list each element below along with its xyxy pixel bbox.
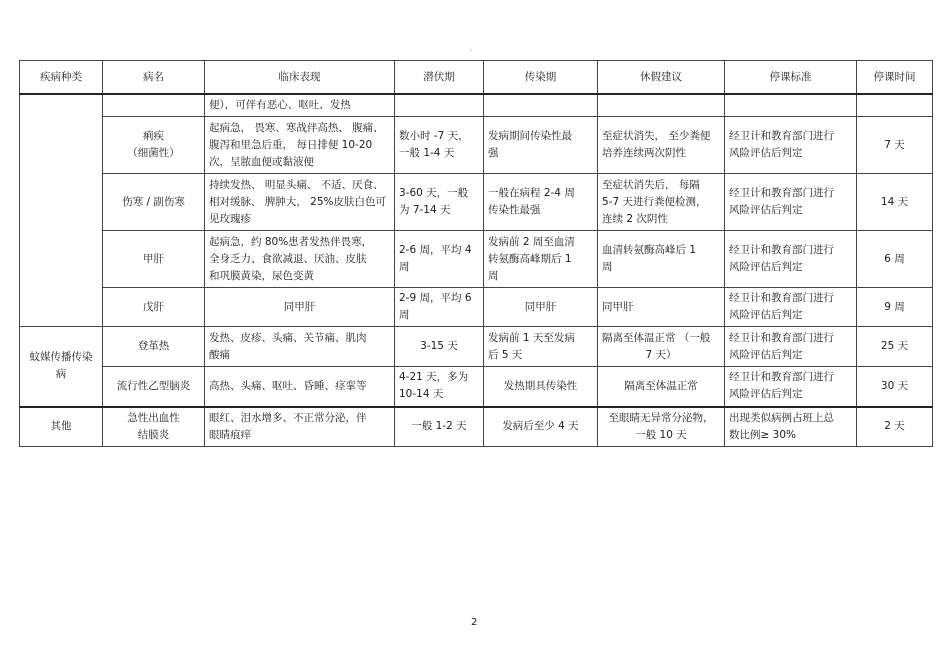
leave-cell <box>598 407 725 447</box>
table-row <box>20 367 933 407</box>
leave-cell <box>598 94 725 117</box>
standard-cell <box>725 327 857 367</box>
incubation-line: 3-60 天，一般 <box>399 187 469 199</box>
symptoms-line: 见玫瑰疹 <box>209 212 251 225</box>
leave-line: 7 天） <box>645 348 677 361</box>
contagious-cell <box>484 94 598 117</box>
name-cell <box>103 231 205 288</box>
standard-cell <box>725 288 857 327</box>
symptoms-cell <box>205 327 395 367</box>
table-row <box>20 94 933 117</box>
symptoms-cell <box>205 94 395 117</box>
standard-cell <box>725 407 857 447</box>
header-leave: 休假建议 <box>598 61 725 95</box>
leave-cell <box>598 174 725 231</box>
time-cell <box>857 94 933 117</box>
contagious-line: 一般在病程 2-4 周 <box>488 187 575 199</box>
standard-line: 经卫计和教育部门进行 <box>729 371 834 384</box>
contagious-cell <box>484 117 598 174</box>
leave-line: 周 <box>602 261 613 273</box>
standard-line: 风险评估后判定 <box>729 147 803 159</box>
leave-line: 至症状消失后， 每隔 <box>602 178 700 191</box>
symptoms-cell <box>205 174 395 231</box>
standard-line: 出现类似病例占班上总 <box>729 411 834 424</box>
symptoms-line: 腹泻和里急后重， 每日排便 10-20 <box>209 138 373 151</box>
symptoms-line: 眼红、泪水增多、不正常分泌，伴 <box>209 411 367 424</box>
table-row <box>20 327 933 367</box>
symptoms-line: 眼睛痕痒 <box>209 428 251 441</box>
name-line: 痢疾 <box>143 130 164 142</box>
contagious-line: 转氨酶高峰期后 1 <box>488 252 572 265</box>
leave-line: 连续 2 次阴性 <box>602 212 668 225</box>
name-line: 流行性乙型脑炎 <box>116 379 191 392</box>
table-row <box>20 117 933 174</box>
name-line: 戊肝 <box>143 300 164 313</box>
leave-line: 至症状消失， 至少粪便 <box>602 130 711 142</box>
time-cell: 2 天 <box>857 407 933 447</box>
header-category: 疾病种类 <box>20 61 103 95</box>
category-line: 蚊媒传播传染 <box>29 351 93 364</box>
symptoms-line: 全身乏力、食欲减退、厌油、皮肤 <box>209 252 367 265</box>
contagious-line: 发病前 2 周至血清 <box>488 235 575 248</box>
header-contagious: 传染期 <box>484 61 598 95</box>
contagious-line: 强 <box>488 147 499 159</box>
contagious-line: 发病前 1 天至发病 <box>488 331 575 344</box>
standard-cell <box>725 367 857 407</box>
symptoms-cell <box>205 231 395 288</box>
standard-line: 经卫计和教育部门进行 <box>729 244 834 256</box>
name-cell <box>103 327 205 367</box>
contagious-line: 发病期间传染性最 <box>488 130 572 142</box>
standard-line: 经卫计和教育部门进行 <box>729 331 834 344</box>
symptoms-cell <box>205 288 395 327</box>
standard-cell <box>725 231 857 288</box>
contagious-line: 发病后至少 4 天 <box>502 420 579 433</box>
contagious-cell <box>484 174 598 231</box>
contagious-cell <box>484 367 598 407</box>
standard-line: 数比例≥ 30% <box>729 428 796 441</box>
category-cell-other: 其他 <box>20 407 103 447</box>
incubation-line: 2-6 周，平均 4 <box>399 244 472 256</box>
contagious-cell <box>484 231 598 288</box>
incubation-line: 数小时 -7 天， <box>399 130 469 142</box>
symptoms-cell <box>205 367 395 407</box>
standard-line: 风险评估后判定 <box>729 261 803 273</box>
standard-line: 风险评估后判定 <box>729 204 803 216</box>
time-cell: 30 天 <box>857 367 933 407</box>
incubation-cell <box>395 231 484 288</box>
standard-line: 风险评估后判定 <box>729 309 803 321</box>
name-line: 登革热 <box>137 340 170 352</box>
name-cell <box>103 288 205 327</box>
header-symptoms: 临床表现 <box>205 61 395 95</box>
category-cell-blank <box>20 94 103 327</box>
symptoms-line: 次，呈脓血便或黏液便 <box>209 155 314 168</box>
incubation-cell <box>395 288 484 327</box>
symptoms-line: 同甲肝 <box>283 300 316 313</box>
name-line: （细菌性） <box>127 147 180 159</box>
page-number: 2 <box>471 617 478 628</box>
name-line: 甲肝 <box>143 252 164 265</box>
incubation-cell <box>395 94 484 117</box>
contagious-line: 发热期具传染性 <box>503 379 578 392</box>
disease-table <box>19 60 933 447</box>
leave-line: 血清转氨酶高峰后 1 <box>602 244 697 256</box>
incubation-line: 3-15 天 <box>420 340 458 352</box>
incubation-line: 10-14 天 <box>399 388 444 401</box>
contagious-cell <box>484 288 598 327</box>
name-cell <box>103 367 205 407</box>
leave-line: 同甲肝 <box>602 300 634 313</box>
name-cell <box>103 174 205 231</box>
name-line: 结膜炎 <box>137 428 170 441</box>
header-name: 病名 <box>103 61 205 95</box>
contagious-line: 周 <box>488 269 499 282</box>
symptoms-line: 和巩膜黄染，尿色变黄 <box>209 269 314 282</box>
symptoms-line: 起病急， 畏寒、寒战伴高热、 腹痛、 <box>209 121 384 134</box>
standard-cell <box>725 174 857 231</box>
incubation-line: 4-21 天，多为 <box>399 371 469 384</box>
standard-line: 风险评估后判定 <box>729 348 803 361</box>
symptoms-cell <box>205 407 395 447</box>
symptoms-line: 酸痛 <box>209 348 230 361</box>
time-cell: 6 周 <box>857 231 933 288</box>
leave-line: 培养连续两次阴性 <box>602 147 686 159</box>
standard-cell <box>725 117 857 174</box>
category-cell-mosquito <box>20 327 103 407</box>
symptoms-line: 发热、皮疹、头痛、关节痛、肌肉 <box>209 331 367 344</box>
name-cell <box>103 117 205 174</box>
standard-line: 经卫计和教育部门进行 <box>729 292 834 304</box>
time-cell: 7 天 <box>857 117 933 174</box>
incubation-cell <box>395 117 484 174</box>
header-stop-time: 停课时间 <box>857 61 933 95</box>
time-cell: 25 天 <box>857 327 933 367</box>
leave-cell <box>598 288 725 327</box>
incubation-cell <box>395 367 484 407</box>
name-line: 急性出血性 <box>127 411 180 424</box>
incubation-line: 一般 1-4 天 <box>399 147 455 159</box>
name-line: 伤寒 / 副伤寒 <box>122 195 185 208</box>
leave-line: 一般 10 天 <box>635 428 687 441</box>
symptoms-line: 高热、头痛、呕吐、昏睡、痉挛等 <box>209 379 367 392</box>
incubation-cell <box>395 407 484 447</box>
standard-cell <box>725 94 857 117</box>
leave-cell <box>598 367 725 407</box>
leave-cell <box>598 231 725 288</box>
incubation-line: 为 7-14 天 <box>399 204 451 216</box>
time-cell: 9 周 <box>857 288 933 327</box>
incubation-cell <box>395 327 484 367</box>
header-row <box>20 61 933 95</box>
leave-line: 隔离至体温正常 （一般 <box>602 331 711 344</box>
leave-cell <box>598 327 725 367</box>
table-row <box>20 407 933 447</box>
category-line: 病 <box>55 368 67 381</box>
incubation-line: 周 <box>399 309 410 321</box>
name-cell <box>103 94 205 117</box>
header-incubation: 潜伏期 <box>395 61 484 95</box>
incubation-line: 一般 1-2 天 <box>411 420 467 433</box>
leave-line: 至眼睛无异常分泌物， <box>608 411 714 424</box>
symptoms-line: 相对缓脉、 脾肿大， 25%皮肤白色可 <box>209 195 387 208</box>
contagious-line: 传染性最强 <box>488 204 541 216</box>
leave-line: 隔离至体温正常 <box>624 379 698 392</box>
incubation-line: 周 <box>399 261 410 273</box>
symptoms-line: 持续发热、 明显头痛、 不适、厌食、 <box>209 178 384 191</box>
symptoms-cell <box>205 117 395 174</box>
leave-cell <box>598 117 725 174</box>
standard-line: 经卫计和教育部门进行 <box>729 187 834 199</box>
incubation-line: 2-9 周，平均 6 <box>399 292 472 304</box>
incubation-cell <box>395 174 484 231</box>
contagious-cell <box>484 407 598 447</box>
symptoms-line: 便），可伴有恶心、呕吐、发热 <box>209 99 351 111</box>
dot-mark: · <box>470 46 473 55</box>
leave-line: 5-7 天进行粪便检测， <box>602 195 707 208</box>
name-cell <box>103 407 205 447</box>
standard-line: 风险评估后判定 <box>729 388 803 401</box>
table-row <box>20 288 933 327</box>
header-stop-standard: 停课标准 <box>725 61 857 95</box>
table-row <box>20 174 933 231</box>
table-row <box>20 231 933 288</box>
contagious-cell <box>484 327 598 367</box>
contagious-line: 后 5 天 <box>488 348 523 361</box>
standard-line: 经卫计和教育部门进行 <box>729 130 834 142</box>
symptoms-line: 起病急，约 80%患者发热伴畏寒， <box>209 235 373 248</box>
contagious-line: 同甲肝 <box>524 300 557 313</box>
time-cell: 14 天 <box>857 174 933 231</box>
